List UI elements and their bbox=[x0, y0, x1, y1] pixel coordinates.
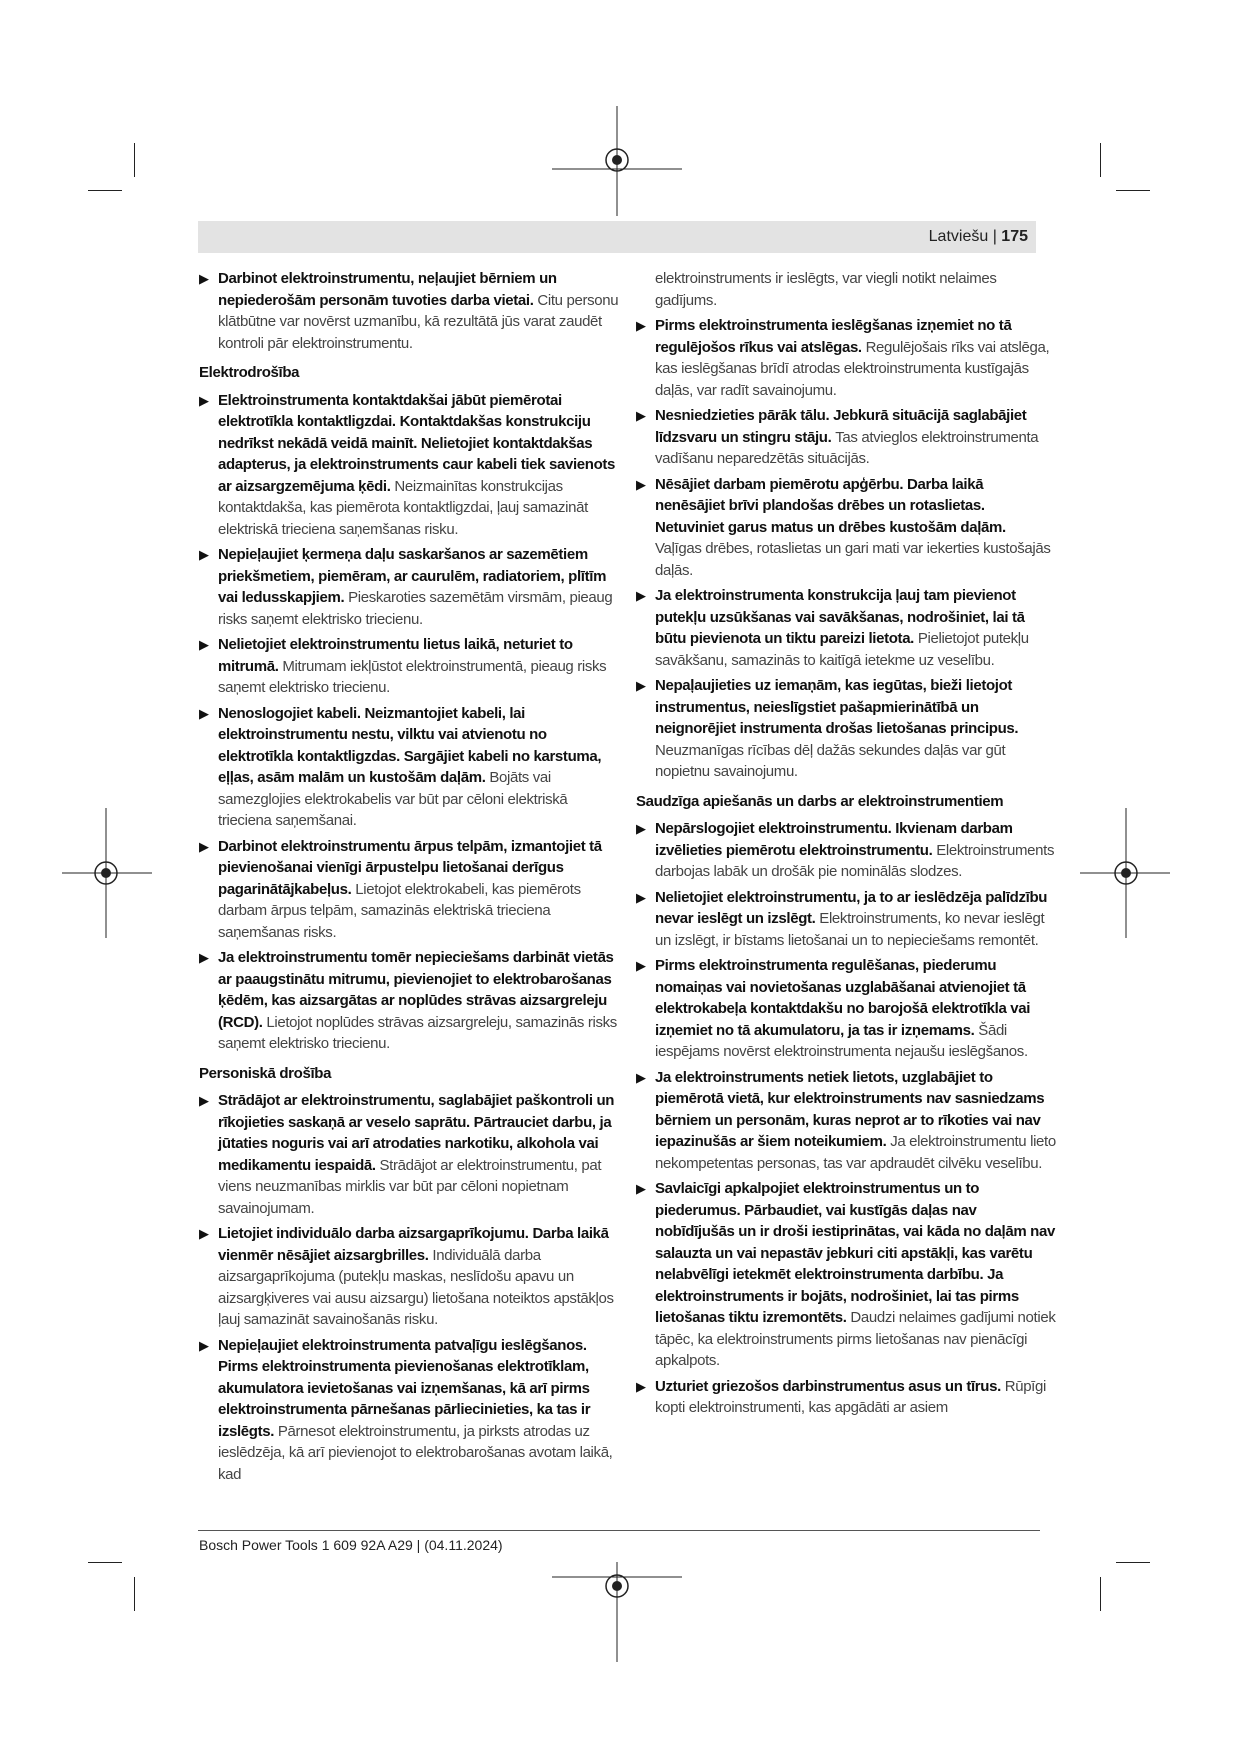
safety-item-explanation: Ja elektroinstrumentu lieto nekompetentas personas, tas var apdraudēt cilvēku veselību. bbox=[655, 1133, 1056, 1172]
safety-item-explanation: Citu personu klātbūtne var novērst uzmanību, kā rezultātā jūs varat zaudēt kontroli pār elektroinstrumentu. bbox=[218, 291, 619, 352]
section-heading: Elektrodrošība bbox=[199, 364, 300, 381]
section-heading: Saudzīga apiešanās un darbs ar elektroinstrumentiem bbox=[636, 792, 1004, 810]
left-column bbox=[199, 268, 619, 1489]
crop-mark bbox=[1100, 1577, 1101, 1611]
safety-item-instruction: Nelietojiet elektroinstrumentu lietus laikā, neturiet to mitrumā. bbox=[218, 636, 573, 675]
safety-item-instruction: Strādājot ar elektroinstrumentu, saglabājiet paškontroli un rīkojieties saskaņā ar veselo saprātu. Pārtrauciet darbu, ja jūtaties noguris vai arī atrodaties narkotiku, alkohola vai medikamentu iespaidā. bbox=[218, 1092, 615, 1174]
bullet-arrow-icon: ▶ bbox=[636, 476, 646, 492]
safety-item-instruction: Ja elektroinstruments netiek lietots, uzglabājiet to piemērotā vietā, kur elektroinstruments nav sasniedzams bērniem un personām, kuras neprot ar to rīkoties vai nav iepazinušās ar šiem noteikumiem. bbox=[655, 1068, 1045, 1150]
safety-item-explanation: Rūpīgi kopti elektroinstrumenti, kas apgādāti ar asiem bbox=[655, 1377, 1046, 1416]
safety-item bbox=[199, 703, 619, 832]
crop-mark bbox=[1100, 143, 1101, 177]
continued-text: elektroinstruments ir ieslēgts, var viegli notikt nelaimes gadījums. bbox=[655, 270, 997, 309]
safety-item-instruction: Nesniedzieties pārāk tālu. Jebkurā situācijā saglabājiet līdzsvaru un stingru stāju. bbox=[655, 407, 1027, 446]
safety-item-explanation: Elektroinstruments darbojas labāk un drošāk pie nominālās slodzes. bbox=[655, 841, 1055, 880]
crop-mark bbox=[88, 190, 122, 191]
safety-item-explanation: Lietojot elektrokabeli, kas piemērots darbam ārpus telpām, samazinās elektriskā trieciena saņemšanas risks. bbox=[218, 880, 581, 941]
bullet-arrow-icon: ▶ bbox=[636, 1181, 646, 1196]
safety-item-instruction: Nepaļaujieties uz iemaņām, kas iegūtas, bieži lietojot instrumentus, neieslīgstiet pašapmierinātībā un neignorējiet instrumenta drošas lietošanas principus. bbox=[655, 677, 1019, 737]
registration-mark-left-icon bbox=[62, 808, 152, 938]
safety-item-explanation: Daudzi nelaimes gadījumi notiek tāpēc, ka elektroinstruments pirms lietošanas nav pienācīgi apkalpots. bbox=[655, 1309, 1056, 1369]
safety-item-instruction: Ja elektroinstrumenta konstrukcija ļauj tam pievienot putekļu uzsūkšanas vai savākšanas, nodrošiniet, lai tā būtu pievienota un tiktu pareizi lietota. bbox=[655, 587, 1025, 647]
safety-item bbox=[636, 474, 1056, 582]
bullet-arrow-icon: ▶ bbox=[199, 705, 209, 721]
bullet-arrow-icon: ▶ bbox=[636, 889, 646, 905]
bullet-arrow-icon: ▶ bbox=[199, 547, 209, 562]
bullet-arrow-icon: ▶ bbox=[199, 392, 209, 408]
page-header bbox=[198, 221, 1036, 253]
safety-item-explanation: Šādi iespējams novērst elektroinstrumenta nejaušu ieslēgšanos. bbox=[655, 1021, 1028, 1060]
safety-item-instruction: Elektroinstrumenta kontaktdakšai jābūt piemērotai elektrotīkla kontaktligzdai. Kontaktdakšas konstrukciju nedrīkst nekādā veidā mainīt. Nelietojiet kontaktdakšas adapterus, ja elektroinstruments caur kabeli tiek savienots ar aizsargzemējuma ķēdi. bbox=[218, 391, 616, 495]
bullet-arrow-icon: ▶ bbox=[636, 1069, 646, 1085]
safety-item-instruction: Uzturiet griezošos darbinstrumentus asus un tīrus. bbox=[655, 1377, 1005, 1395]
safety-item-explanation: Tas atvieglos elektroinstrumenta vadīšanu neparedzētās situācijās. bbox=[655, 428, 1039, 467]
safety-item-explanation: Pielietojot putekļu savākšanu, samazinās to kaitīgā ietekme uz veselību. bbox=[655, 630, 1029, 669]
bullet-arrow-icon: ▶ bbox=[199, 271, 209, 286]
safety-item-instruction: Lietojiet individuālo darba aizsargaprīkojumu. Darba laikā vienmēr nēsājiet aizsargbrilles. bbox=[218, 1225, 609, 1264]
safety-item bbox=[636, 1178, 1056, 1372]
safety-item-explanation: Elektroinstruments, ko nevar ieslēgt un izslēgt, ir bīstams lietošanai un to nepieciešams remontēt. bbox=[655, 910, 1045, 949]
bullet-arrow-icon: ▶ bbox=[636, 318, 646, 333]
header-text: Latviešu | 175 bbox=[928, 228, 1028, 245]
safety-item bbox=[636, 1067, 1056, 1175]
footer-divider bbox=[198, 1530, 1040, 1531]
page-number: 175 bbox=[1001, 228, 1028, 245]
bullet-arrow-icon: ▶ bbox=[199, 950, 209, 965]
safety-item-explanation: Pieskaroties sazemētām virsmām, pieaug risks saņemt elektrisko triecienu. bbox=[218, 589, 613, 628]
safety-item bbox=[199, 836, 619, 944]
safety-item-instruction: Nepārslogojiet elektroinstrumentu. Ikvienam darbam izvēlieties piemērotu elektroinstrumentu. bbox=[655, 820, 1013, 859]
bullet-arrow-icon: ▶ bbox=[199, 637, 209, 652]
safety-item-instruction: Darbinot elektroinstrumentu, neļaujiet bērniem un nepiederošām personām tuvoties darba vietai. bbox=[218, 270, 557, 309]
bullet-arrow-icon: ▶ bbox=[199, 1226, 209, 1241]
section-heading: Personiskā drošība bbox=[199, 1064, 332, 1082]
safety-item-explanation: Mitrumam iekļūstot elektroinstrumentā, pieaug risks saņemt elektrisko triecienu. bbox=[218, 657, 607, 696]
safety-item bbox=[636, 1376, 1056, 1419]
safety-item bbox=[199, 947, 619, 1055]
safety-item-instruction: Savlaicīgi apkalpojiet elektroinstrumentus un to piederumus. Pārbaudiet, vai kustīgās daļas nav nobīdījušās un ir droši iestiprinātas, vai kāda no daļām nav salauzta un vai nepastāv jebkuri citi apstākļi, kas varētu nelabvēlīgi ietekmēt elektroinstrumenta darbību. Ja elektroinstruments ir bojāts, nodrošiniet, lai tas pirms lietošanas tiktu izremontēts. bbox=[655, 1180, 1055, 1326]
safety-item-instruction: Nelietojiet elektroinstrumentu, ja to ar ieslēdzēja palīdzību nevar ieslēgt un izslēgt. bbox=[655, 888, 1048, 927]
safety-item-explanation: Lietojot noplūdes strāvas aizsargreleju, samazinās risks saņemt elektrisko triecienu. bbox=[218, 1013, 617, 1052]
safety-item-instruction: Nepieļaujiet ķermeņa daļu saskaršanos ar sazemētiem priekšmetiem, piemēram, ar caurulēm, radiatoriem, plītīm vai ledusskapjiem. bbox=[218, 546, 607, 606]
safety-item bbox=[199, 634, 619, 699]
safety-item bbox=[636, 315, 1056, 401]
bullet-arrow-icon: ▶ bbox=[636, 588, 646, 603]
registration-mark-bottom-icon bbox=[552, 1562, 682, 1662]
safety-item bbox=[636, 887, 1056, 952]
safety-item-instruction: Pirms elektroinstrumenta ieslēgšanas izņemiet no tā regulējošos rīkus vai atslēgas. bbox=[655, 317, 1012, 356]
bullet-arrow-icon: ▶ bbox=[199, 838, 209, 854]
bullet-arrow-icon: ▶ bbox=[636, 821, 646, 836]
bullet-arrow-icon: ▶ bbox=[636, 408, 646, 423]
registration-mark-top-icon bbox=[552, 106, 682, 216]
header-language: Latviešu bbox=[928, 228, 989, 245]
safety-item-explanation: Strādājot ar elektroinstrumentu, pat viens neuzmanības mirklis var būt par cēloni nopietnam savainojumam. bbox=[218, 1156, 602, 1217]
bullet-arrow-icon: ▶ bbox=[636, 1378, 646, 1394]
safety-item bbox=[199, 1223, 619, 1331]
safety-item bbox=[199, 268, 619, 354]
bullet-arrow-icon: ▶ bbox=[636, 958, 646, 973]
safety-item bbox=[199, 1335, 619, 1486]
bullet-arrow-icon: ▶ bbox=[199, 1093, 209, 1108]
safety-item-explanation: Individuālā darba aizsargaprīkojuma (putekļu maskas, neslīdošu apavu un aizsargķiveres vai ausu aizsargu) lietošana noteiktos apstākļos ļauj samazināt savainošanās risku. bbox=[218, 1246, 614, 1328]
safety-item bbox=[636, 585, 1056, 671]
safety-item bbox=[636, 955, 1056, 1063]
safety-item bbox=[636, 818, 1056, 883]
safety-item bbox=[636, 405, 1056, 470]
safety-item-instruction: Nēsājiet darbam piemērotu apģērbu. Darba laikā nenēsājiet brīvi plandošas drēbes un rotaslietas. Netuviniet garus matus un drēbes kustošām daļām. bbox=[655, 475, 1006, 536]
safety-item-instruction: Pirms elektroinstrumenta regulēšanas, piederumu nomaiņas vai novietošanas uzglabāšanai atvienojiet tā elektrokabeļa kontaktdakšu no barojošā elektrotīkla vai izņemiet no tā akumulatoru, ja tas ir izņemams. bbox=[655, 957, 1031, 1039]
safety-item bbox=[199, 390, 619, 541]
crop-mark bbox=[134, 143, 135, 177]
crop-mark bbox=[1116, 1562, 1150, 1563]
safety-item-instruction: Nenoslogojiet kabeli. Neizmantojiet kabeli, lai elektroinstrumentu nestu, vilktu vai atvienotu no elektrotīkla kontaktligzdas. Sargājiet kabeli no karstuma, eļļas, asām malām un kustošām daļām. bbox=[218, 704, 602, 786]
safety-item-instruction: Ja elektroinstrumentu tomēr nepieciešams darbināt vietās ar paaugstinātu mitrumu, pievienojiet to elektrobarošanas ķēdēm, kas aizsargātas ar noplūdes strāvas aizsargreleju (RCD). bbox=[218, 949, 614, 1031]
crop-mark bbox=[1116, 190, 1150, 191]
crop-mark bbox=[88, 1562, 122, 1563]
safety-item-explanation: Bojāts vai samezglojies elektrokabelis var būt par cēloni elektriskā trieciena saņemšanai. bbox=[218, 769, 568, 829]
right-column bbox=[636, 268, 1056, 1423]
safety-item-explanation: Regulējošais rīks vai atslēga, kas ieslēgšanas brīdī atrodas elektroinstrumenta kustīgajās daļās, var radīt savainojumu. bbox=[655, 338, 1050, 399]
registration-mark-right-icon bbox=[1080, 808, 1170, 938]
safety-item-explanation: Neuzmanīgas rīcības dēļ dažās sekundes daļās var gūt nopietnu savainojumu. bbox=[655, 741, 1006, 780]
safety-item-explanation: Vaļīgas drēbes, rotaslietas un gari mati var iekerties kustošajās daļās. bbox=[655, 540, 1051, 579]
bullet-arrow-icon: ▶ bbox=[636, 678, 646, 693]
crop-mark bbox=[134, 1577, 135, 1611]
safety-item-explanation: Neizmainītas konstrukcijas kontaktdakša, kas piemērota kontaktligzdai, ļauj samazināt elektriskā trieciena saņemšanas risku. bbox=[218, 477, 588, 538]
safety-item bbox=[199, 544, 619, 630]
safety-item-instruction: Nepieļaujiet elektroinstrumenta patvaļīgu ieslēgšanos. Pirms elektroinstrumenta pievienošanas elektrotīklam, akumulatora ievietošanas vai izņemšanas, kā arī pirms elektroinstrumenta pārnešanas pārliecinieties, ka tas ir izslēgts. bbox=[218, 1336, 591, 1440]
bullet-arrow-icon: ▶ bbox=[199, 1337, 209, 1353]
safety-item-explanation: Pārnesot elektroinstrumentu, ja pirksts atrodas uz ieslēdzēja, kā arī pievienojot to elektrobarošanas avotam laikā, kad bbox=[218, 1422, 613, 1483]
safety-item-instruction: Darbinot elektroinstrumentu ārpus telpām, izmantojiet tā pievienošanai vienīgi ārpustelpu lietošanai derīgus pagarinātājkabeļus. bbox=[218, 837, 602, 898]
page-footer: Bosch Power Tools 1 609 92A A29 | (04.11.2024) bbox=[199, 1537, 503, 1553]
safety-item bbox=[636, 675, 1056, 783]
safety-item bbox=[199, 1090, 619, 1219]
